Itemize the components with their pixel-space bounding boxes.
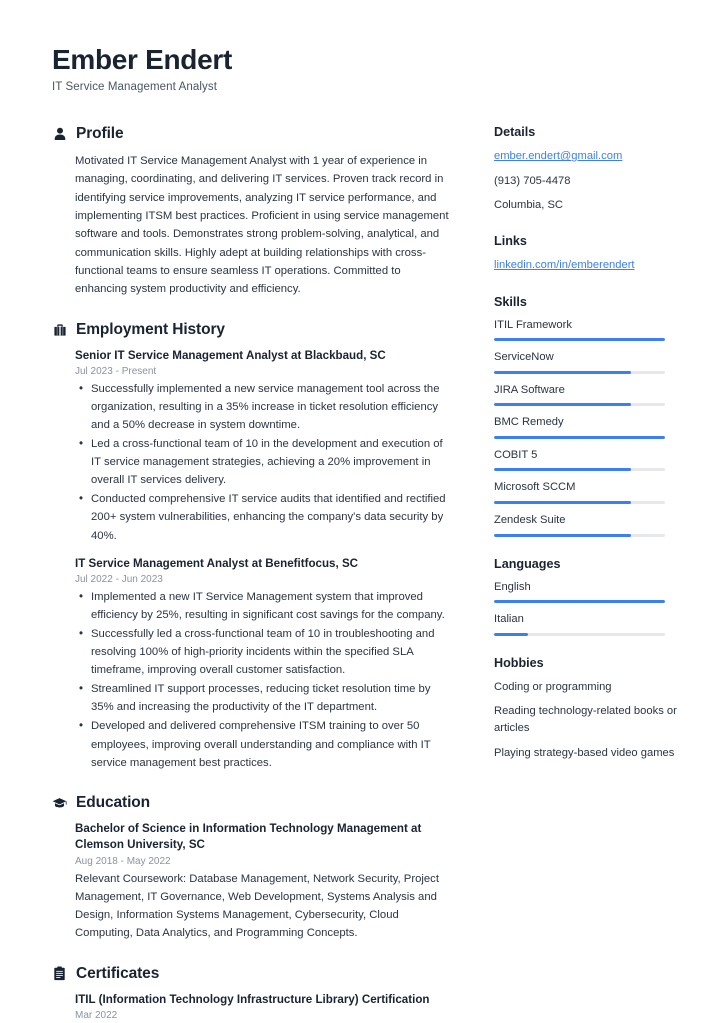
clipboard-icon xyxy=(52,966,67,982)
language-bar-track xyxy=(494,600,665,603)
hobby-item: Reading technology-related books or articles xyxy=(494,705,677,735)
section-certificates xyxy=(52,965,454,1021)
entry-date: Jul 2022 - Jun 2023 xyxy=(75,574,163,586)
education-entry xyxy=(75,821,454,943)
skill-label: BMC Remedy xyxy=(494,416,564,429)
graduation-cap-icon xyxy=(52,795,67,811)
skill-item xyxy=(494,480,686,504)
skill-label: ServiceNow xyxy=(494,351,554,364)
skill-bar-track xyxy=(494,501,665,504)
profile-title: Profile xyxy=(76,125,124,143)
details-title: Details xyxy=(494,125,536,140)
skill-bar-track xyxy=(494,371,665,374)
skill-label: Microsoft SCCM xyxy=(494,481,576,494)
skill-bar-track xyxy=(494,403,665,406)
location-text: Columbia, SC xyxy=(494,198,564,211)
skill-item xyxy=(494,513,686,537)
employment-entry xyxy=(75,556,454,772)
skill-bar-track xyxy=(494,436,665,439)
entry-bullets xyxy=(75,380,454,545)
skill-item xyxy=(494,318,686,342)
links-title: Links xyxy=(494,234,527,249)
skill-item xyxy=(494,415,686,439)
skill-bar-fill xyxy=(494,436,665,439)
briefcase-icon xyxy=(52,322,67,338)
section-education xyxy=(52,794,454,943)
skill-bar-track xyxy=(494,534,665,537)
bullet-item: • Conducted comprehensive IT service audits that identified and rectified 200+ system vulnerabilities, enhancing the company's data security by 40%. xyxy=(75,490,454,544)
certificate-entry xyxy=(75,992,454,1021)
languages-title: Languages xyxy=(494,556,561,571)
skill-label: COBIT 5 xyxy=(494,448,538,461)
skill-item xyxy=(494,383,686,407)
entry-date: Aug 2018 - May 2022 xyxy=(75,855,171,867)
education-heading xyxy=(52,794,454,812)
certificates-title: Certificates xyxy=(76,964,160,982)
skill-bar-fill xyxy=(494,534,631,537)
resume-columns xyxy=(0,93,724,1023)
skill-bar-fill xyxy=(494,468,631,471)
entry-title: ITIL (Information Technology Infrastructure Library) Certification xyxy=(75,992,430,1006)
language-bar-track xyxy=(494,633,665,636)
employment-entry xyxy=(75,348,454,545)
phone-text: (913) 705-4478 xyxy=(494,174,571,187)
skills-title: Skills xyxy=(494,294,527,309)
education-body xyxy=(52,821,454,943)
hobbies-title: Hobbies xyxy=(494,655,544,670)
entry-date: Mar 2022 xyxy=(75,1010,118,1022)
language-label: Italian xyxy=(494,613,524,626)
skill-label: Zendesk Suite xyxy=(494,514,566,526)
bullet-item: • Led a cross-functional team of 10 in the development and execution of IT service management strategies, achieving a 20% improvement in overall IT services delivery. xyxy=(75,435,454,489)
bullet-item: • Implemented a new IT Service Management system that improved efficiency by 25%, resulting in significant cost savings for the company. xyxy=(75,588,454,624)
skill-bar-fill xyxy=(494,501,631,504)
sidebar-links xyxy=(494,234,686,274)
language-label: English xyxy=(494,580,531,593)
section-profile xyxy=(52,125,454,298)
bullet-item: • Successfully led a cross-functional team of 10 in troubleshooting and resolving 100% of high-priority incidents within the specified SLA timeframe, improving overall customer satisfaction. xyxy=(75,625,454,679)
language-bar-fill xyxy=(494,633,528,636)
entry-title: Bachelor of Science in Information Technology Management at Clemson University, SC xyxy=(75,821,422,852)
resume-header xyxy=(0,0,724,93)
section-employment xyxy=(52,321,454,772)
candidate-name: Ember Endert xyxy=(52,44,232,75)
employment-heading xyxy=(52,321,454,339)
certificates-heading xyxy=(52,965,454,983)
sidebar-languages xyxy=(494,557,686,636)
skill-item xyxy=(494,448,686,472)
bullet-item: • Developed and delivered comprehensive ITSM training to over 50 employees, improving overall understanding and compliance with IT service management best practices. xyxy=(75,717,454,771)
skill-bar-fill xyxy=(494,338,665,341)
employment-title: Employment History xyxy=(76,320,225,338)
language-item xyxy=(494,580,686,604)
entry-title: IT Service Management Analyst at Benefitfocus, SC xyxy=(75,556,359,570)
skill-label: ITIL Framework xyxy=(494,318,572,331)
hobby-item: Coding or programming xyxy=(494,680,612,693)
profile-text: Motivated IT Service Management Analyst with 1 year of experience in managing, coordinating, and delivering IT services. Proven track record in identifying service improvements, analyzing IT service performance, and implementing ITSM best practices. Proficient in using service management software and tools. Demonstrates strong problem-solving, analytical, and communication skills. Highly adept at building relationships with cross-functional teams to ensure seamless IT operations. Committed to enhancing system productivity and efficiency. xyxy=(75,155,449,296)
profile-heading xyxy=(52,125,454,143)
entry-title: Senior IT Service Management Analyst at Blackbaud, SC xyxy=(75,348,386,362)
candidate-job-title: IT Service Management Analyst xyxy=(52,81,218,94)
language-bar-fill xyxy=(494,600,665,603)
profile-body xyxy=(52,152,454,298)
skill-bar-track xyxy=(494,468,665,471)
sidebar-hobbies xyxy=(494,656,686,762)
skill-label: JIRA Software xyxy=(494,383,565,396)
language-item xyxy=(494,612,686,636)
certificates-body xyxy=(52,992,454,1021)
skill-item xyxy=(494,350,686,374)
entry-description: Relevant Coursework: Database Management, Network Security, Project Management, IT Governance, Web Development, Systems Analysis and Design, Information Systems Management, Cybersecurity, Cloud Computing, Data Analytics, and Programming Concepts. xyxy=(75,872,439,940)
skill-bar-fill xyxy=(494,403,631,406)
sidebar-skills xyxy=(494,295,686,537)
person-icon xyxy=(52,126,67,142)
bullet-item: • Streamlined IT support processes, reducing ticket resolution time by 35% and increasing the productivity of the IT department. xyxy=(75,680,454,716)
skill-bar-track xyxy=(494,338,665,341)
skill-bar-fill xyxy=(494,371,631,374)
sidebar-details xyxy=(494,125,686,214)
hobby-item: Playing strategy-based video games xyxy=(494,746,675,759)
main-column xyxy=(52,125,472,1023)
sidebar-column xyxy=(494,125,686,1023)
email-link[interactable]: ember.endert@gmail.com xyxy=(494,150,623,163)
employment-body xyxy=(52,348,454,772)
linkedin-link[interactable]: linkedin.com/in/emberendert xyxy=(494,259,635,272)
entry-bullets xyxy=(75,588,454,772)
education-title: Education xyxy=(76,793,151,811)
bullet-item: • Successfully implemented a new service management tool across the organization, resulting in a 35% increase in ticket resolution efficiency and a 50% decrease in system downtime. xyxy=(75,380,454,434)
entry-date: Jul 2023 - Present xyxy=(75,366,157,378)
